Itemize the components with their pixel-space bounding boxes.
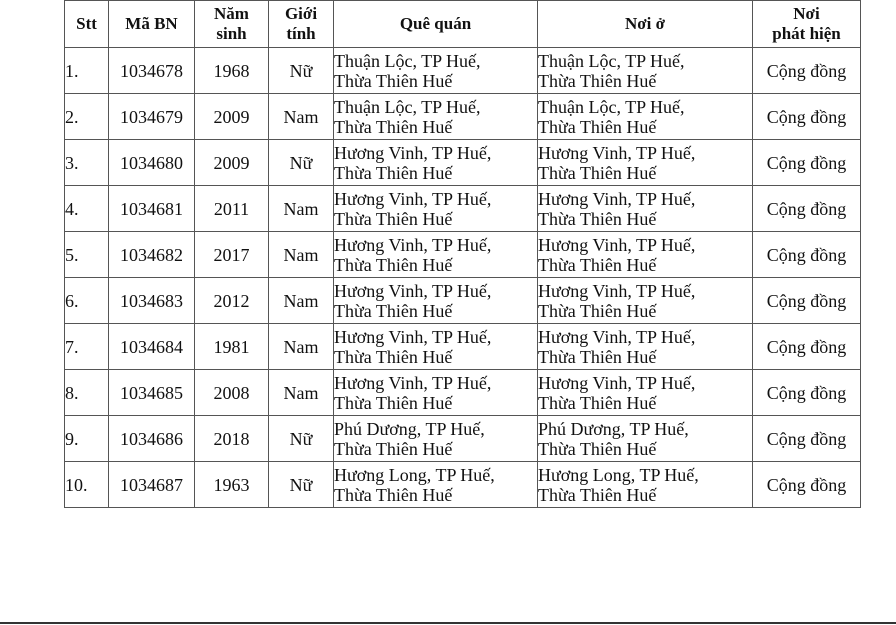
cell-patient-id: 1034681 bbox=[109, 186, 195, 232]
header-patient-id: Mã BN bbox=[109, 1, 195, 48]
hometown-line-2: Thừa Thiên Huế bbox=[334, 254, 453, 275]
table-body bbox=[65, 48, 861, 508]
cell-found-location: Cộng đồng bbox=[753, 416, 861, 462]
table-row bbox=[65, 278, 861, 324]
cell-gender: Nữ bbox=[269, 48, 334, 94]
hometown-line-1: Thuận Lộc, TP Huế, bbox=[334, 96, 481, 117]
cell-hometown bbox=[334, 416, 538, 462]
bottom-divider bbox=[0, 622, 896, 624]
cell-gender: Nữ bbox=[269, 140, 334, 186]
hometown-line-1: Thuận Lộc, TP Huế, bbox=[334, 50, 481, 71]
residence-line-1: Hương Vinh, TP Huế, bbox=[538, 142, 696, 163]
cell-hometown bbox=[334, 232, 538, 278]
cell-hometown bbox=[334, 324, 538, 370]
cell-patient-id: 1034679 bbox=[109, 94, 195, 140]
cell-gender: Nam bbox=[269, 94, 334, 140]
cell-stt: 4. bbox=[65, 186, 109, 232]
residence-line-1: Hương Long, TP Huế, bbox=[538, 464, 699, 485]
residence-line-2: Thừa Thiên Huế bbox=[538, 70, 657, 91]
cell-hometown bbox=[334, 48, 538, 94]
residence-line-2: Thừa Thiên Huế bbox=[538, 484, 657, 505]
cell-gender: Nữ bbox=[269, 416, 334, 462]
cell-gender: Nam bbox=[269, 324, 334, 370]
cell-patient-id: 1034685 bbox=[109, 370, 195, 416]
residence-line-1: Hương Vinh, TP Huế, bbox=[538, 326, 696, 347]
cell-found-location: Cộng đồng bbox=[753, 48, 861, 94]
cell-stt: 9. bbox=[65, 416, 109, 462]
cell-found-location: Cộng đồng bbox=[753, 232, 861, 278]
cell-stt: 7. bbox=[65, 324, 109, 370]
residence-line-2: Thừa Thiên Huế bbox=[538, 162, 657, 183]
residence-line-1: Phú Dương, TP Huế, bbox=[538, 418, 689, 439]
hometown-line-2: Thừa Thiên Huế bbox=[334, 116, 453, 137]
residence-line-1: Hương Vinh, TP Huế, bbox=[538, 280, 696, 301]
cell-found-location: Cộng đồng bbox=[753, 370, 861, 416]
cell-stt: 8. bbox=[65, 370, 109, 416]
hometown-line-2: Thừa Thiên Huế bbox=[334, 484, 453, 505]
cell-residence bbox=[538, 370, 753, 416]
residence-line-1: Thuận Lộc, TP Huế, bbox=[538, 96, 685, 117]
cell-residence bbox=[538, 94, 753, 140]
residence-line-2: Thừa Thiên Huế bbox=[538, 392, 657, 413]
cell-birth-year: 1968 bbox=[195, 48, 269, 94]
hometown-line-1: Phú Dương, TP Huế, bbox=[334, 418, 485, 439]
cell-residence bbox=[538, 324, 753, 370]
table-row bbox=[65, 462, 861, 508]
cell-patient-id: 1034678 bbox=[109, 48, 195, 94]
cell-stt: 5. bbox=[65, 232, 109, 278]
cell-residence bbox=[538, 462, 753, 508]
cell-hometown bbox=[334, 140, 538, 186]
cell-birth-year: 1981 bbox=[195, 324, 269, 370]
header-gender: Giới tính bbox=[269, 1, 334, 48]
cell-residence bbox=[538, 186, 753, 232]
cell-birth-year: 2018 bbox=[195, 416, 269, 462]
residence-line-1: Thuận Lộc, TP Huế, bbox=[538, 50, 685, 71]
cell-birth-year: 1963 bbox=[195, 462, 269, 508]
cell-gender: Nam bbox=[269, 370, 334, 416]
cell-birth-year: 2008 bbox=[195, 370, 269, 416]
cell-patient-id: 1034682 bbox=[109, 232, 195, 278]
residence-line-2: Thừa Thiên Huế bbox=[538, 254, 657, 275]
cell-found-location: Cộng đồng bbox=[753, 462, 861, 508]
hometown-line-2: Thừa Thiên Huế bbox=[334, 392, 453, 413]
cell-patient-id: 1034687 bbox=[109, 462, 195, 508]
cell-hometown bbox=[334, 462, 538, 508]
table-row bbox=[65, 324, 861, 370]
cell-residence bbox=[538, 140, 753, 186]
cell-stt: 10. bbox=[65, 462, 109, 508]
header-found-location: Nơi phát hiện bbox=[753, 1, 861, 48]
table-header-row bbox=[65, 1, 861, 48]
cell-residence bbox=[538, 232, 753, 278]
residence-line-2: Thừa Thiên Huế bbox=[538, 116, 657, 137]
cell-hometown bbox=[334, 94, 538, 140]
cell-residence bbox=[538, 48, 753, 94]
cell-found-location: Cộng đồng bbox=[753, 140, 861, 186]
hometown-line-1: Hương Vinh, TP Huế, bbox=[334, 326, 492, 347]
cell-gender: Nam bbox=[269, 186, 334, 232]
table-row bbox=[65, 186, 861, 232]
cell-residence bbox=[538, 278, 753, 324]
hometown-line-2: Thừa Thiên Huế bbox=[334, 300, 453, 321]
hometown-line-1: Hương Vinh, TP Huế, bbox=[334, 188, 492, 209]
residence-line-2: Thừa Thiên Huế bbox=[538, 438, 657, 459]
cell-found-location: Cộng đồng bbox=[753, 94, 861, 140]
cell-found-location: Cộng đồng bbox=[753, 278, 861, 324]
hometown-line-1: Hương Vinh, TP Huế, bbox=[334, 372, 492, 393]
hometown-line-1: Hương Vinh, TP Huế, bbox=[334, 142, 492, 163]
header-hometown: Quê quán bbox=[334, 1, 538, 48]
table-row bbox=[65, 416, 861, 462]
hometown-line-2: Thừa Thiên Huế bbox=[334, 208, 453, 229]
cell-birth-year: 2017 bbox=[195, 232, 269, 278]
cell-birth-year: 2011 bbox=[195, 186, 269, 232]
cell-patient-id: 1034686 bbox=[109, 416, 195, 462]
hometown-line-2: Thừa Thiên Huế bbox=[334, 438, 453, 459]
residence-line-2: Thừa Thiên Huế bbox=[538, 300, 657, 321]
cell-birth-year: 2009 bbox=[195, 140, 269, 186]
cell-residence bbox=[538, 416, 753, 462]
cell-gender: Nam bbox=[269, 278, 334, 324]
cell-hometown bbox=[334, 186, 538, 232]
hometown-line-2: Thừa Thiên Huế bbox=[334, 346, 453, 367]
cell-gender: Nữ bbox=[269, 462, 334, 508]
cell-hometown bbox=[334, 370, 538, 416]
header-birth-year: Năm sinh bbox=[195, 1, 269, 48]
cell-stt: 3. bbox=[65, 140, 109, 186]
residence-line-1: Hương Vinh, TP Huế, bbox=[538, 188, 696, 209]
cell-birth-year: 2012 bbox=[195, 278, 269, 324]
table-row bbox=[65, 232, 861, 278]
header-stt: Stt bbox=[65, 1, 109, 48]
cell-stt: 6. bbox=[65, 278, 109, 324]
hometown-line-1: Hương Long, TP Huế, bbox=[334, 464, 495, 485]
table-row bbox=[65, 48, 861, 94]
cell-patient-id: 1034683 bbox=[109, 278, 195, 324]
cell-gender: Nam bbox=[269, 232, 334, 278]
table-row bbox=[65, 370, 861, 416]
hometown-line-1: Hương Vinh, TP Huế, bbox=[334, 234, 492, 255]
table-row bbox=[65, 140, 861, 186]
residence-line-1: Hương Vinh, TP Huế, bbox=[538, 372, 696, 393]
patient-table bbox=[64, 0, 861, 508]
residence-line-2: Thừa Thiên Huế bbox=[538, 346, 657, 367]
hometown-line-1: Hương Vinh, TP Huế, bbox=[334, 280, 492, 301]
cell-stt: 1. bbox=[65, 48, 109, 94]
hometown-line-2: Thừa Thiên Huế bbox=[334, 162, 453, 183]
cell-found-location: Cộng đồng bbox=[753, 186, 861, 232]
hometown-line-2: Thừa Thiên Huế bbox=[334, 70, 453, 91]
cell-hometown bbox=[334, 278, 538, 324]
residence-line-2: Thừa Thiên Huế bbox=[538, 208, 657, 229]
cell-stt: 2. bbox=[65, 94, 109, 140]
cell-patient-id: 1034684 bbox=[109, 324, 195, 370]
cell-found-location: Cộng đồng bbox=[753, 324, 861, 370]
header-residence: Nơi ở bbox=[538, 1, 753, 48]
residence-line-1: Hương Vinh, TP Huế, bbox=[538, 234, 696, 255]
cell-patient-id: 1034680 bbox=[109, 140, 195, 186]
table-row bbox=[65, 94, 861, 140]
cell-birth-year: 2009 bbox=[195, 94, 269, 140]
